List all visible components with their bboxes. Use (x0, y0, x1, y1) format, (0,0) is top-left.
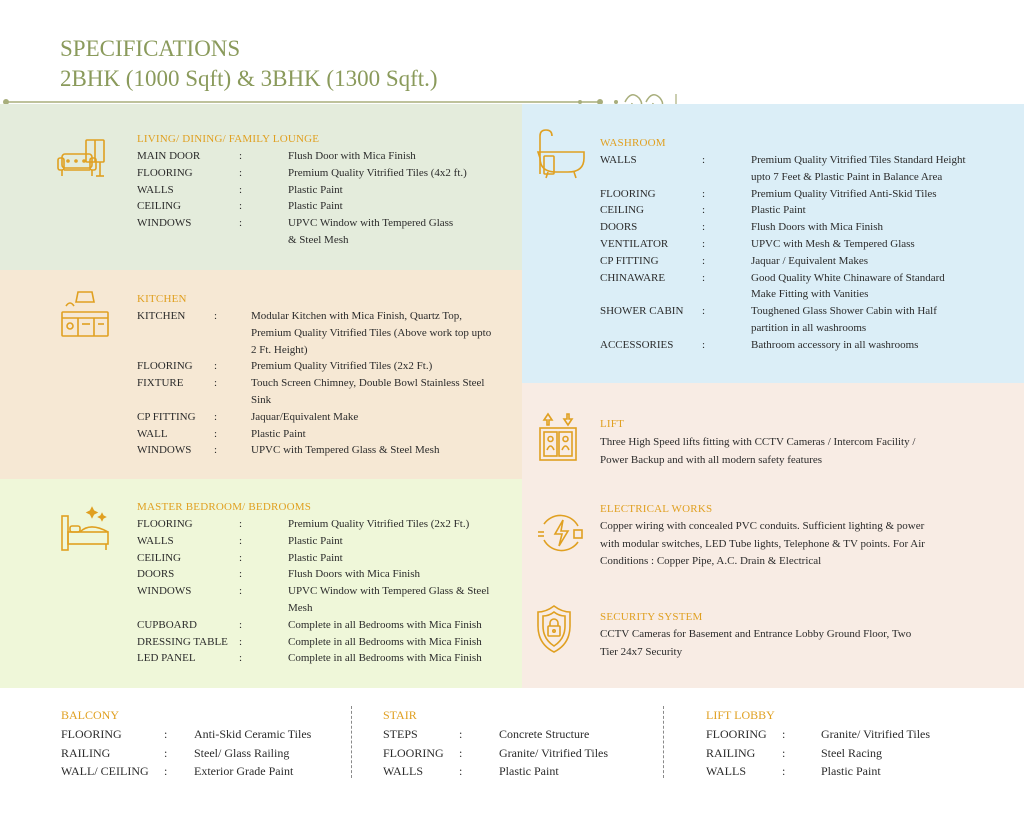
spec-label: WALL/ CEILING (61, 764, 149, 778)
spec-colon: : (239, 618, 243, 631)
spec-colon: : (459, 764, 463, 778)
spec-value: Good Quality White Chinaware of Standard (751, 271, 945, 284)
spec-label: CEILING (137, 200, 181, 213)
spec-colon: : (164, 745, 168, 760)
spec-value: Bathroom accessory in all washrooms (751, 338, 919, 351)
spec-value: Exterior Grade Paint (194, 764, 294, 778)
spec-value: Touch Screen Chimney, Double Bowl Stainless Steel (251, 377, 485, 390)
electrical-line-1: Copper wiring with concealed PVC conduits. Sufficient lighting & power (600, 520, 925, 532)
spec-colon: : (702, 221, 706, 234)
spec-value: Jaquar / Equivalent Makes (751, 254, 868, 267)
spec-label: WALLS (137, 534, 174, 547)
spec-colon: : (702, 271, 706, 284)
spec-label: CP FITTING (137, 410, 196, 423)
spec-label: FLOORING (706, 727, 767, 741)
spec-value: UPVC Window with Tempered Glass & Steel (288, 585, 490, 598)
title-line-1: SPECIFICATIONS (60, 36, 241, 61)
column-separator (351, 706, 352, 778)
washroom-title: WASHROOM (600, 137, 666, 149)
spec-label: DRESSING TABLE (137, 635, 228, 648)
spec-colon: : (214, 310, 218, 322)
spec-value: Anti-Skid Ceramic Tiles (194, 727, 312, 741)
electric-plug-icon (534, 506, 588, 560)
spec-colon: : (214, 427, 218, 440)
kitchen-title: KITCHEN (137, 293, 187, 305)
spec-colon: : (702, 154, 706, 166)
spec-value: Granite/ Vitrified Tiles (499, 745, 609, 760)
lift-line-1: Three High Speed lifts fitting with CCTV Cameras / Intercom Facility / (600, 436, 916, 448)
security-line-2: Tier 24x7 Security (600, 645, 683, 658)
spec-label: CHINAWARE (600, 271, 666, 284)
spec-value: Steel Racing (821, 745, 882, 760)
spec-label: CUPBOARD (137, 618, 197, 631)
spec-value: upto 7 Feet & Plastic Paint in Balance Area (751, 170, 943, 183)
spec-value: Granite/ Vitrified Tiles (821, 727, 931, 741)
spec-value: UPVC with Mesh & Tempered Glass (751, 238, 915, 250)
spec-value: 2 Ft. Height) (251, 343, 308, 356)
spec-label: WALLS (383, 764, 423, 778)
spec-label: FLOORING (600, 187, 656, 200)
balcony-title: BALCONY (61, 708, 120, 722)
spec-value: Plastic Paint (288, 183, 343, 196)
spec-value: Plastic Paint (288, 200, 343, 213)
spec-label: LED PANEL (137, 652, 196, 665)
spec-label: DOORS (600, 221, 638, 234)
spec-label: SHOWER CABIN (600, 305, 684, 318)
spec-value: Make Fitting with Vanities (751, 288, 869, 301)
spec-colon: : (214, 360, 218, 373)
spec-colon: : (214, 444, 218, 457)
spec-label: WINDOWS (137, 444, 192, 457)
spec-colon: : (782, 764, 786, 778)
spec-value: Mesh (288, 602, 313, 614)
spec-value: Toughened Glass Shower Cabin with Half (751, 305, 937, 318)
spec-value: Premium Quality Vitrified Anti-Skid Tiles (751, 187, 937, 200)
spec-label: DOORS (137, 568, 175, 581)
column-separator (663, 706, 664, 778)
shield-lock-icon (534, 602, 588, 656)
spec-colon: : (239, 551, 243, 564)
spec-value: Plastic Paint (499, 764, 559, 778)
spec-colon: : (702, 338, 706, 351)
lift-description (600, 434, 915, 469)
title-line-2: 2BHK (1000 Sqft) & 3BHK (1300 Sqft.) (60, 66, 438, 91)
spec-value: Steel/ Glass Railing (194, 745, 290, 760)
spec-label: WALL (137, 427, 168, 440)
spec-colon: : (239, 585, 243, 598)
spec-value: & Steel Mesh (288, 234, 349, 246)
living-title: LIVING/ DINING/ FAMILY LOUNGE (137, 133, 320, 145)
spec-label: WINDOWS (137, 217, 192, 230)
spec-value: Complete in all Bedrooms with Mica Finish (288, 635, 482, 648)
security-line-1: CCTV Cameras for Basement and Entrance Lobby Ground Floor, Two (600, 628, 912, 640)
kitchen-icon (58, 288, 112, 342)
spec-label: FIXTURE (137, 377, 184, 390)
spec-value: Complete in all Bedrooms with Mica Finish (288, 618, 482, 631)
bed-icon (58, 502, 112, 556)
spec-label: WALLS (137, 183, 174, 196)
lift-line-2: Power Backup and with all modern safety features (600, 453, 823, 466)
spec-value: Premium Quality Vitrified Tiles (4x2 ft.) (288, 166, 467, 179)
spec-value: partition in all washrooms (751, 322, 867, 334)
lift-title: LIFT (600, 418, 625, 430)
spec-value: Sink (251, 394, 272, 406)
spec-label: RAILING (706, 745, 756, 760)
spec-value: Plastic Paint (251, 427, 306, 440)
spec-colon: : (702, 238, 706, 250)
spec-label: WINDOWS (137, 585, 192, 598)
lift-lobby-title: LIFT LOBBY (706, 708, 775, 722)
electrical-line-2: with modular switches, LED Tube lights, Telephone & TV points. For Air (600, 537, 925, 550)
spec-colon: : (239, 534, 243, 547)
spec-label: FLOORING (137, 360, 193, 373)
spec-colon: : (214, 410, 218, 423)
spec-value: Plastic Paint (821, 764, 881, 778)
spec-label: KITCHEN (137, 310, 186, 322)
sofa-icon (56, 132, 110, 186)
spec-value: Premium Quality Vitrified Tiles (Above work top upto (251, 326, 492, 339)
spec-value: UPVC with Tempered Glass & Steel Mesh (251, 444, 440, 457)
spec-value: Premium Quality Vitrified Tiles (2x2 Ft.) (288, 518, 470, 530)
elevator-icon (534, 410, 588, 464)
spec-value: Plastic Paint (288, 551, 343, 564)
spec-colon: : (239, 652, 243, 665)
spec-colon: : (239, 518, 243, 530)
spec-colon: : (702, 254, 706, 267)
bathtub-icon (534, 128, 588, 182)
spec-colon: : (214, 377, 218, 390)
spec-value: Concrete Structure (499, 727, 590, 741)
spec-label: FLOORING (137, 518, 193, 530)
stair-title: STAIR (383, 708, 417, 722)
page-title (60, 34, 438, 94)
spec-label: VENTILATOR (600, 238, 669, 250)
spec-label: MAIN DOOR (137, 150, 201, 162)
spec-label: WALLS (706, 764, 746, 778)
spec-label: FLOORING (61, 727, 122, 741)
spec-label: CEILING (137, 551, 181, 564)
spec-label: CP FITTING (600, 254, 659, 267)
spec-colon: : (239, 568, 243, 581)
spec-colon: : (239, 166, 243, 179)
spec-label: ACCESSORIES (600, 338, 674, 351)
spec-colon: : (459, 727, 463, 741)
spec-colon: : (782, 727, 786, 741)
electrical-description (600, 518, 925, 571)
bedroom-title: MASTER BEDROOM/ BEDROOMS (137, 501, 312, 513)
spec-colon: : (239, 183, 243, 196)
spec-value: Plastic Paint (288, 534, 343, 547)
spec-colon: : (702, 305, 706, 318)
spec-value: Modular Kitchen with Mica Finish, Quartz Top, (251, 310, 463, 322)
electrical-line-3: Conditions : Copper Pipe, A.C. Drain & Electrical (600, 555, 822, 567)
spec-value: Flush Doors with Mica Finish (751, 221, 884, 234)
spec-label: STEPS (383, 727, 418, 741)
spec-value: Flush Doors with Mica Finish (288, 568, 421, 581)
electrical-title: ELECTRICAL WORKS (600, 503, 713, 515)
spec-colon: : (702, 204, 706, 217)
spec-value: Jaquar/Equivalent Make (251, 410, 359, 423)
spec-colon: : (239, 217, 243, 230)
security-title: SECURITY SYSTEM (600, 611, 703, 623)
spec-value: Flush Door with Mica Finish (288, 150, 416, 162)
spec-colon: : (702, 187, 706, 200)
spec-value: Premium Quality Vitrified Tiles Standard Height (751, 154, 966, 166)
spec-value: UPVC Window with Tempered Glass (288, 217, 454, 230)
security-description (600, 626, 911, 661)
spec-colon: : (239, 150, 243, 162)
spec-value: Premium Quality Vitrified Tiles (2x2 Ft.) (251, 360, 433, 373)
spec-label: FLOORING (383, 745, 444, 760)
spec-colon: : (164, 764, 168, 778)
spec-label: RAILING (61, 745, 111, 760)
spec-colon: : (239, 200, 243, 213)
spec-label: FLOORING (137, 166, 193, 179)
spec-colon: : (164, 727, 168, 741)
spec-colon: : (459, 745, 463, 760)
living-panel (0, 104, 522, 270)
spec-value: Complete in all Bedrooms with Mica Finish (288, 652, 482, 665)
spec-colon: : (239, 635, 243, 648)
spec-colon: : (782, 745, 786, 760)
spec-value: Plastic Paint (751, 204, 806, 217)
spec-label: CEILING (600, 204, 644, 217)
spec-label: WALLS (600, 154, 637, 166)
